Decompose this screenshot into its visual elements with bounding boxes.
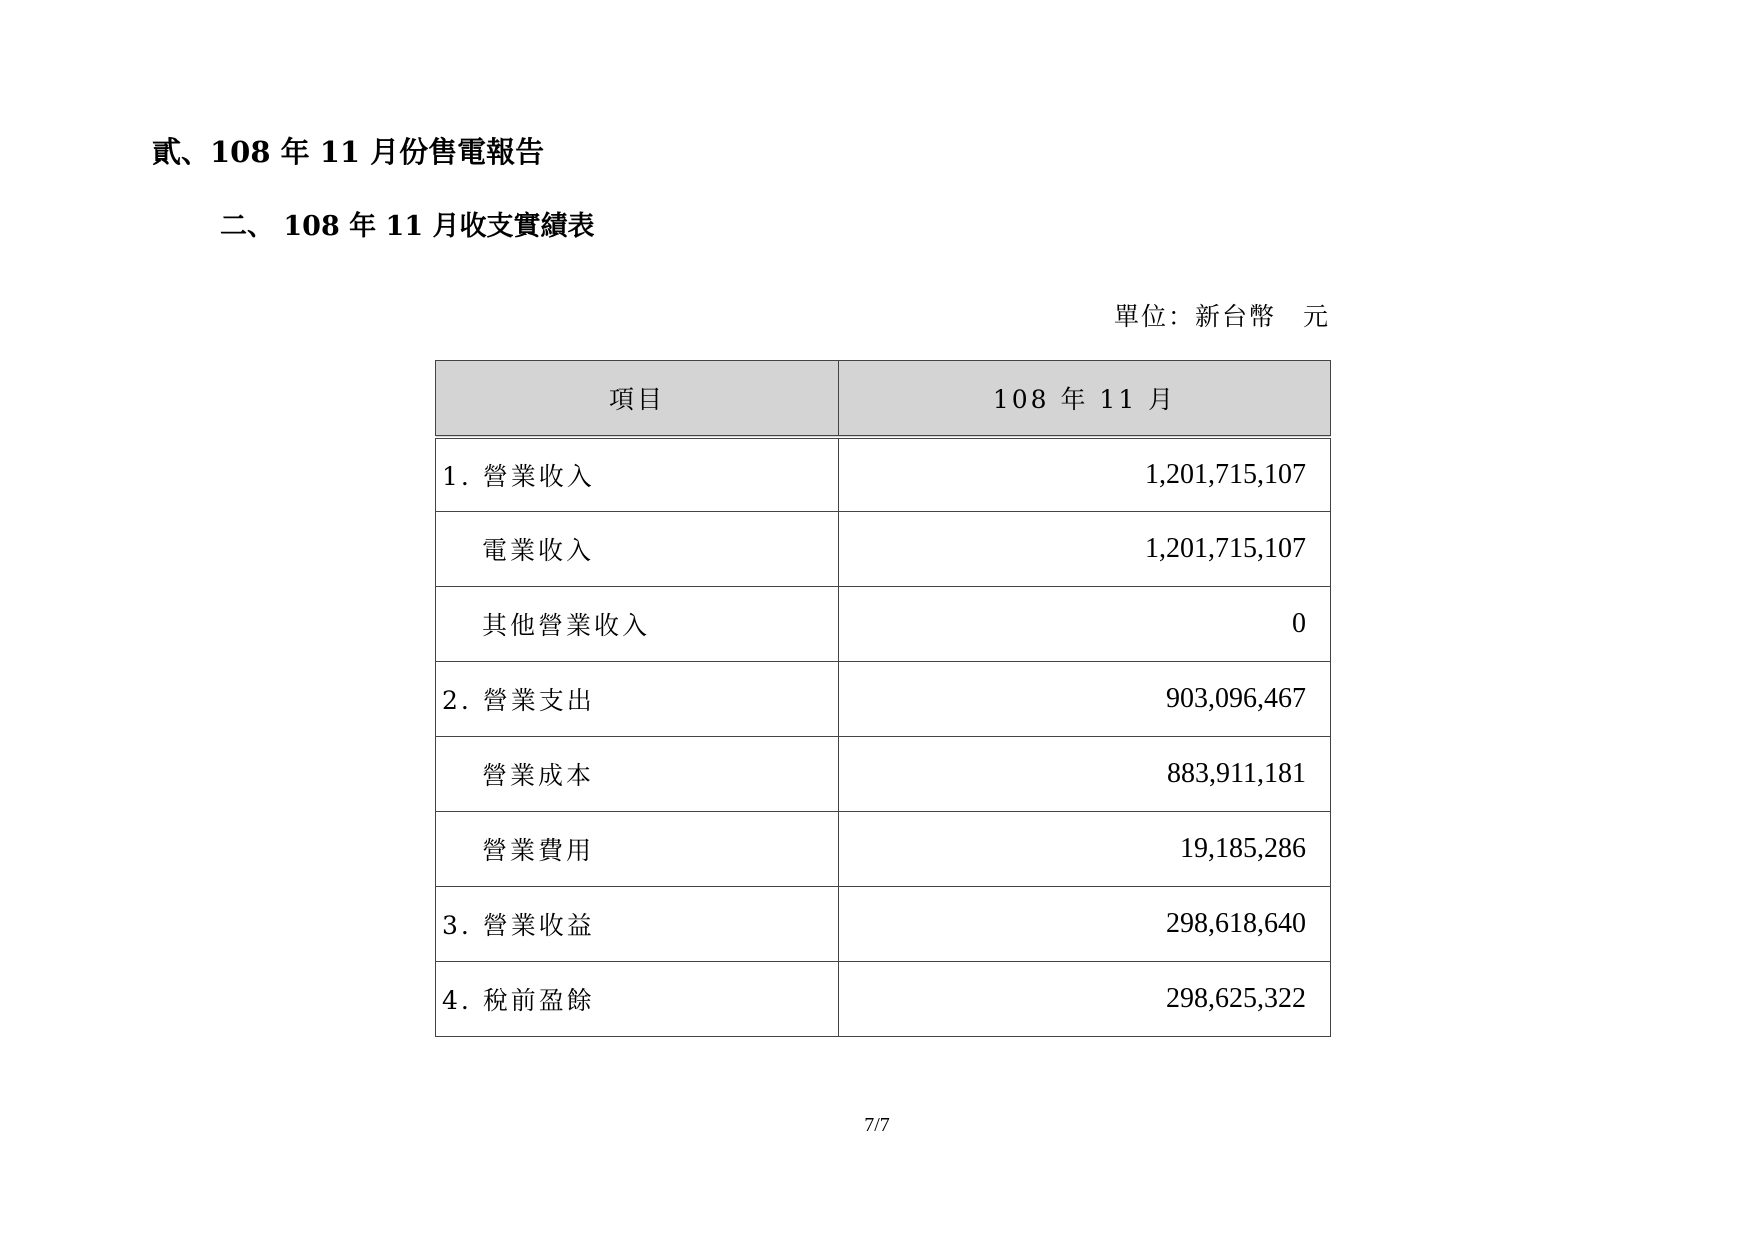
row-value-electricity-revenue: 1,201,715,107: [839, 512, 1331, 587]
unit-note: 單位：新台幣 元: [1113, 302, 1330, 331]
row-value-operating-cost: 883,911,181: [839, 737, 1331, 812]
table-row: [436, 512, 1331, 587]
row-label-operating-fees: 營業費用: [436, 812, 839, 887]
table-header-row: [436, 361, 1331, 437]
income-expense-table: [435, 360, 1331, 1037]
header-value: 108 年 11 月: [839, 361, 1331, 437]
row-label-other-revenue: 其他營業收入: [436, 587, 839, 662]
row-label-electricity-revenue: 電業收入: [436, 512, 839, 587]
row-value-operating-fees: 19,185,286: [839, 812, 1331, 887]
row-value-operating-expenses: 903,096,467: [839, 662, 1331, 737]
row-label-operating-income: 3. 營業收益: [436, 887, 839, 962]
row-label-operating-cost: 營業成本: [436, 737, 839, 812]
row-value-pretax-profit: 298,625,322: [839, 962, 1331, 1037]
page-number: 7/7: [864, 1114, 890, 1136]
table-row: [436, 812, 1331, 887]
row-value-operating-revenue: 1,201,715,107: [839, 437, 1331, 512]
table-row: [436, 437, 1331, 512]
table-row: [436, 662, 1331, 737]
row-label-pretax-profit: 4. 稅前盈餘: [436, 962, 839, 1037]
table-row: [436, 962, 1331, 1037]
section-title: 二、 108 年 11 月收支實績表: [220, 211, 595, 242]
row-value-operating-income: 298,618,640: [839, 887, 1331, 962]
table-row: [436, 737, 1331, 812]
table-row: [436, 887, 1331, 962]
row-value-other-revenue: 0: [839, 587, 1331, 662]
row-label-operating-revenue: 1. 營業收入: [436, 437, 839, 512]
header-item: 項目: [436, 361, 839, 437]
table-row: [436, 587, 1331, 662]
report-title: 貳、108 年 11 月份售電報告: [152, 135, 545, 169]
row-label-operating-expenses: 2. 營業支出: [436, 662, 839, 737]
